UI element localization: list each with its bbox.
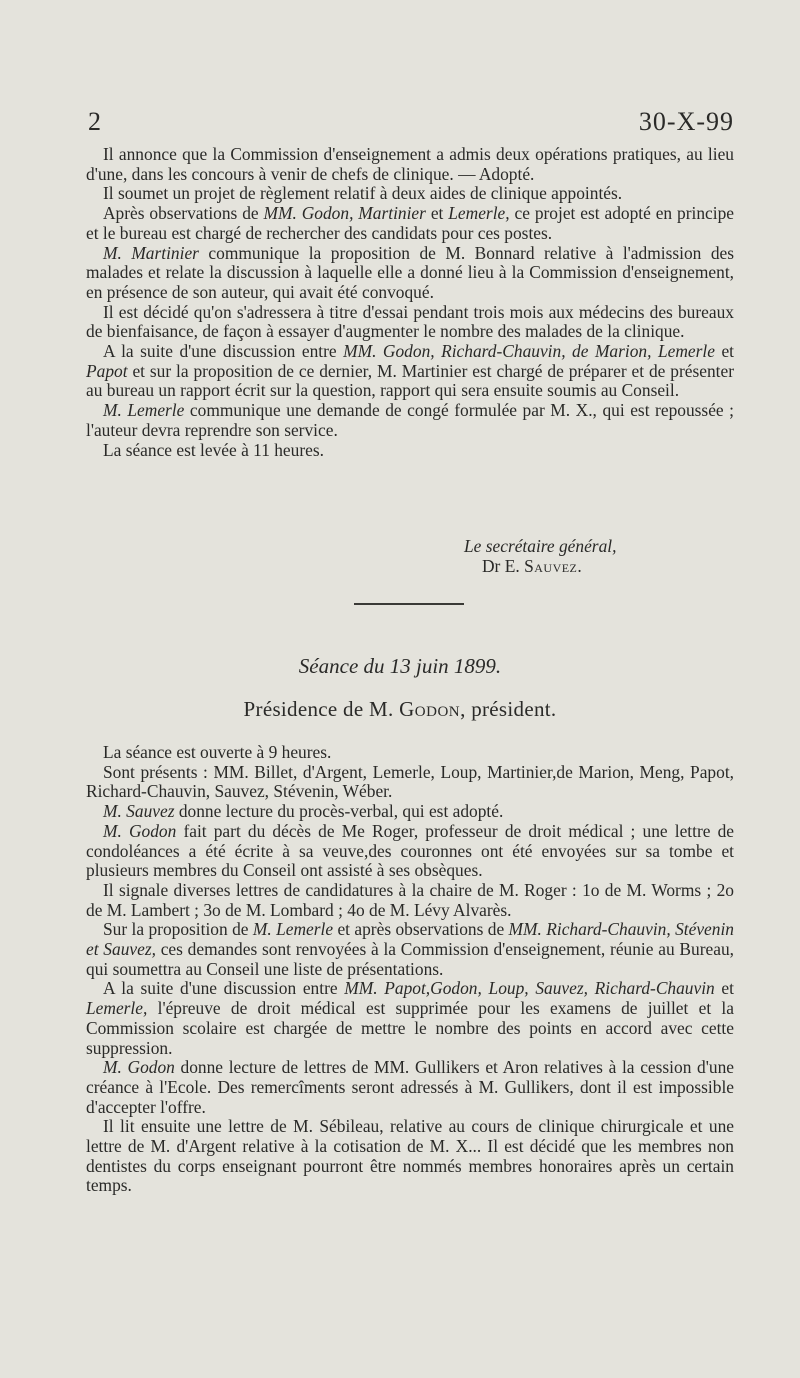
- paragraph: Il soumet un projet de règlement relatif à deux aides de clinique appointés.: [103, 183, 623, 204]
- speaker-name: M. Sauvez: [103, 801, 175, 822]
- speaker-names: MM. Godon, Richard-Chauvin, de Marion, Lemerle: [343, 341, 715, 362]
- paragraph: Il est décidé qu'on s'adressera à titre d'essai pendant trois mois aux médecins des bureaux de bienfaisance, de façon à essayer d'augmenter le nombre des malades de la clinique.: [86, 301, 734, 342]
- paragraph: La séance est levée à 11 heures.: [103, 439, 324, 460]
- issue-date: 30-X-99: [638, 107, 734, 136]
- speaker-names: MM. Papot,Godon, Loup, Sauvez, Richard-Chauvin: [344, 978, 715, 999]
- speaker-name: M. Martinier: [103, 242, 199, 263]
- minutes-session-13-june: [86, 743, 734, 1196]
- presidency-line: [0, 696, 800, 722]
- text-run: communique une demande de congé formulée par M. X., qui est repoussée ; l'auteur devra reprendre son service.: [86, 400, 735, 440]
- page-number: 2: [88, 107, 101, 136]
- text-run: A la suite d'une discussion entre: [103, 978, 345, 999]
- text-run: , président.: [460, 697, 557, 721]
- text-run: et après observations de: [333, 919, 509, 940]
- paragraph: [86, 244, 734, 303]
- speaker-name: Lemerle,: [86, 998, 148, 1019]
- text-run: et: [425, 203, 449, 224]
- text-run: l'épreuve de droit médical est supprimée pour les examens de juillet et la Commission scolaire est chargée de mettre le nombre des points en accord avec cette suppression.: [86, 998, 734, 1058]
- text-run: ces demandes sont renvoyées à la Commission d'enseignement, réunie au Bureau, qui soumettra au Conseil une liste de présentations.: [86, 939, 734, 979]
- text-run: fait part du décès de Me Roger, professeur de droit médical ; une lettre de condoléances a été écrite à sa veuve,des couronnes ont été envoyées sur sa tombe et plusieurs membres du Conseil ont assisté à ses obsèques.: [86, 820, 734, 881]
- speaker-name: M. Lemerle: [252, 919, 334, 940]
- paragraph: Il lit ensuite une lettre de M. Sébileau, relative au cours de clinique chirurgicale et une lettre de M. d'Argent relative à la cotisation de M. X... Il est décidé que les membres non dentistes du corps enseignant pourront être nommés membres honoraires après un certain temps.: [86, 1116, 734, 1196]
- text-run: et: [714, 978, 734, 999]
- session-title: Séance du 13 juin 1899.: [298, 654, 502, 678]
- running-head: [88, 108, 734, 142]
- speaker-names: MM. Richard-Chauvin, Stévenin et Sauvez,: [86, 919, 734, 960]
- paragraph: [86, 1058, 734, 1117]
- text-run: A la suite d'une discussion entre: [103, 341, 344, 362]
- speaker-name: Papot: [86, 360, 128, 381]
- speaker-names: MM. Godon, Martinier: [263, 203, 426, 224]
- paragraph: La séance est ouverte à 9 heures.: [103, 742, 332, 762]
- section-divider: [354, 603, 464, 605]
- speaker-name: M. Godon: [103, 820, 177, 841]
- speaker-name: M. Godon: [103, 1057, 175, 1078]
- paragraph: [86, 401, 734, 440]
- text-run: donne lecture de lettres de MM. Gullikers et Aron relatives à la cession d'une créance à l'Ecole. Des remercîments seront adressés à M. Gullikers, dont il est impossible d'accepter l'offre.: [86, 1057, 734, 1117]
- text-run: Après observations de: [103, 203, 264, 224]
- text-run: communique la proposition de M. Bonnard relative à l'admission des malades et relate la discussion à laquelle elle a donné lieu à la Commission d'enseignement, en présence de son auteur, qui avait été convoqué.: [86, 242, 735, 302]
- signature-name-line: [440, 556, 740, 576]
- paragraph: [86, 979, 734, 1058]
- text-run: et sur la proposition de ce dernier, M. Martinier est chargé de préparer et de présenter au bureau un rapport écrit sur la question, rapport qui sera ensuite soumis au Conseil.: [86, 360, 734, 401]
- text-run: et: [714, 341, 734, 362]
- text-run: ce projet est adopté en principe et le bureau est chargé de rechercher des candidats pour ces postes.: [86, 203, 734, 243]
- paragraph: Sont présents : MM. Billet, d'Argent, Lemerle, Loup, Martinier,de Marion, Meng, Papot, Richard-Chauvin, Sauvez, Stévenin, Wéber.: [86, 761, 734, 802]
- paragraph: [86, 802, 734, 822]
- signature-title: Dr: [482, 556, 501, 576]
- minutes-previous-session: [86, 145, 734, 460]
- paragraph: [86, 822, 734, 881]
- paragraph: Il annonce que la Commission d'enseignement a admis deux opérations pratiques, au lieu d'une, dans les concours à venir de chefs de clinique. — Adopté.: [86, 144, 734, 184]
- paragraph: [86, 342, 734, 401]
- text-run: donne lecture du procès-verbal, qui est adopté.: [174, 801, 504, 822]
- signature-initial: E.: [504, 556, 520, 576]
- signature-role: Le secrétaire général,: [464, 536, 617, 556]
- speaker-name: M. Lemerle: [103, 400, 185, 421]
- president-name: Godon: [399, 697, 461, 721]
- paragraph: [86, 920, 734, 979]
- signature-name: Sauvez.: [524, 556, 583, 576]
- text-run: Présidence de M.: [243, 697, 400, 721]
- signature: [440, 536, 740, 576]
- paragraph: [86, 204, 734, 243]
- paragraph: Il signale diverses lettres de candidatures à la chaire de M. Roger : 1o de M. Worms ; 2o de M. Lambert ; 3o de M. Lombard ; 4o de M. Lévy Alvarès.: [86, 879, 734, 920]
- speaker-name: Lemerle,: [448, 203, 510, 224]
- text-run: Sur la proposition de: [103, 919, 253, 940]
